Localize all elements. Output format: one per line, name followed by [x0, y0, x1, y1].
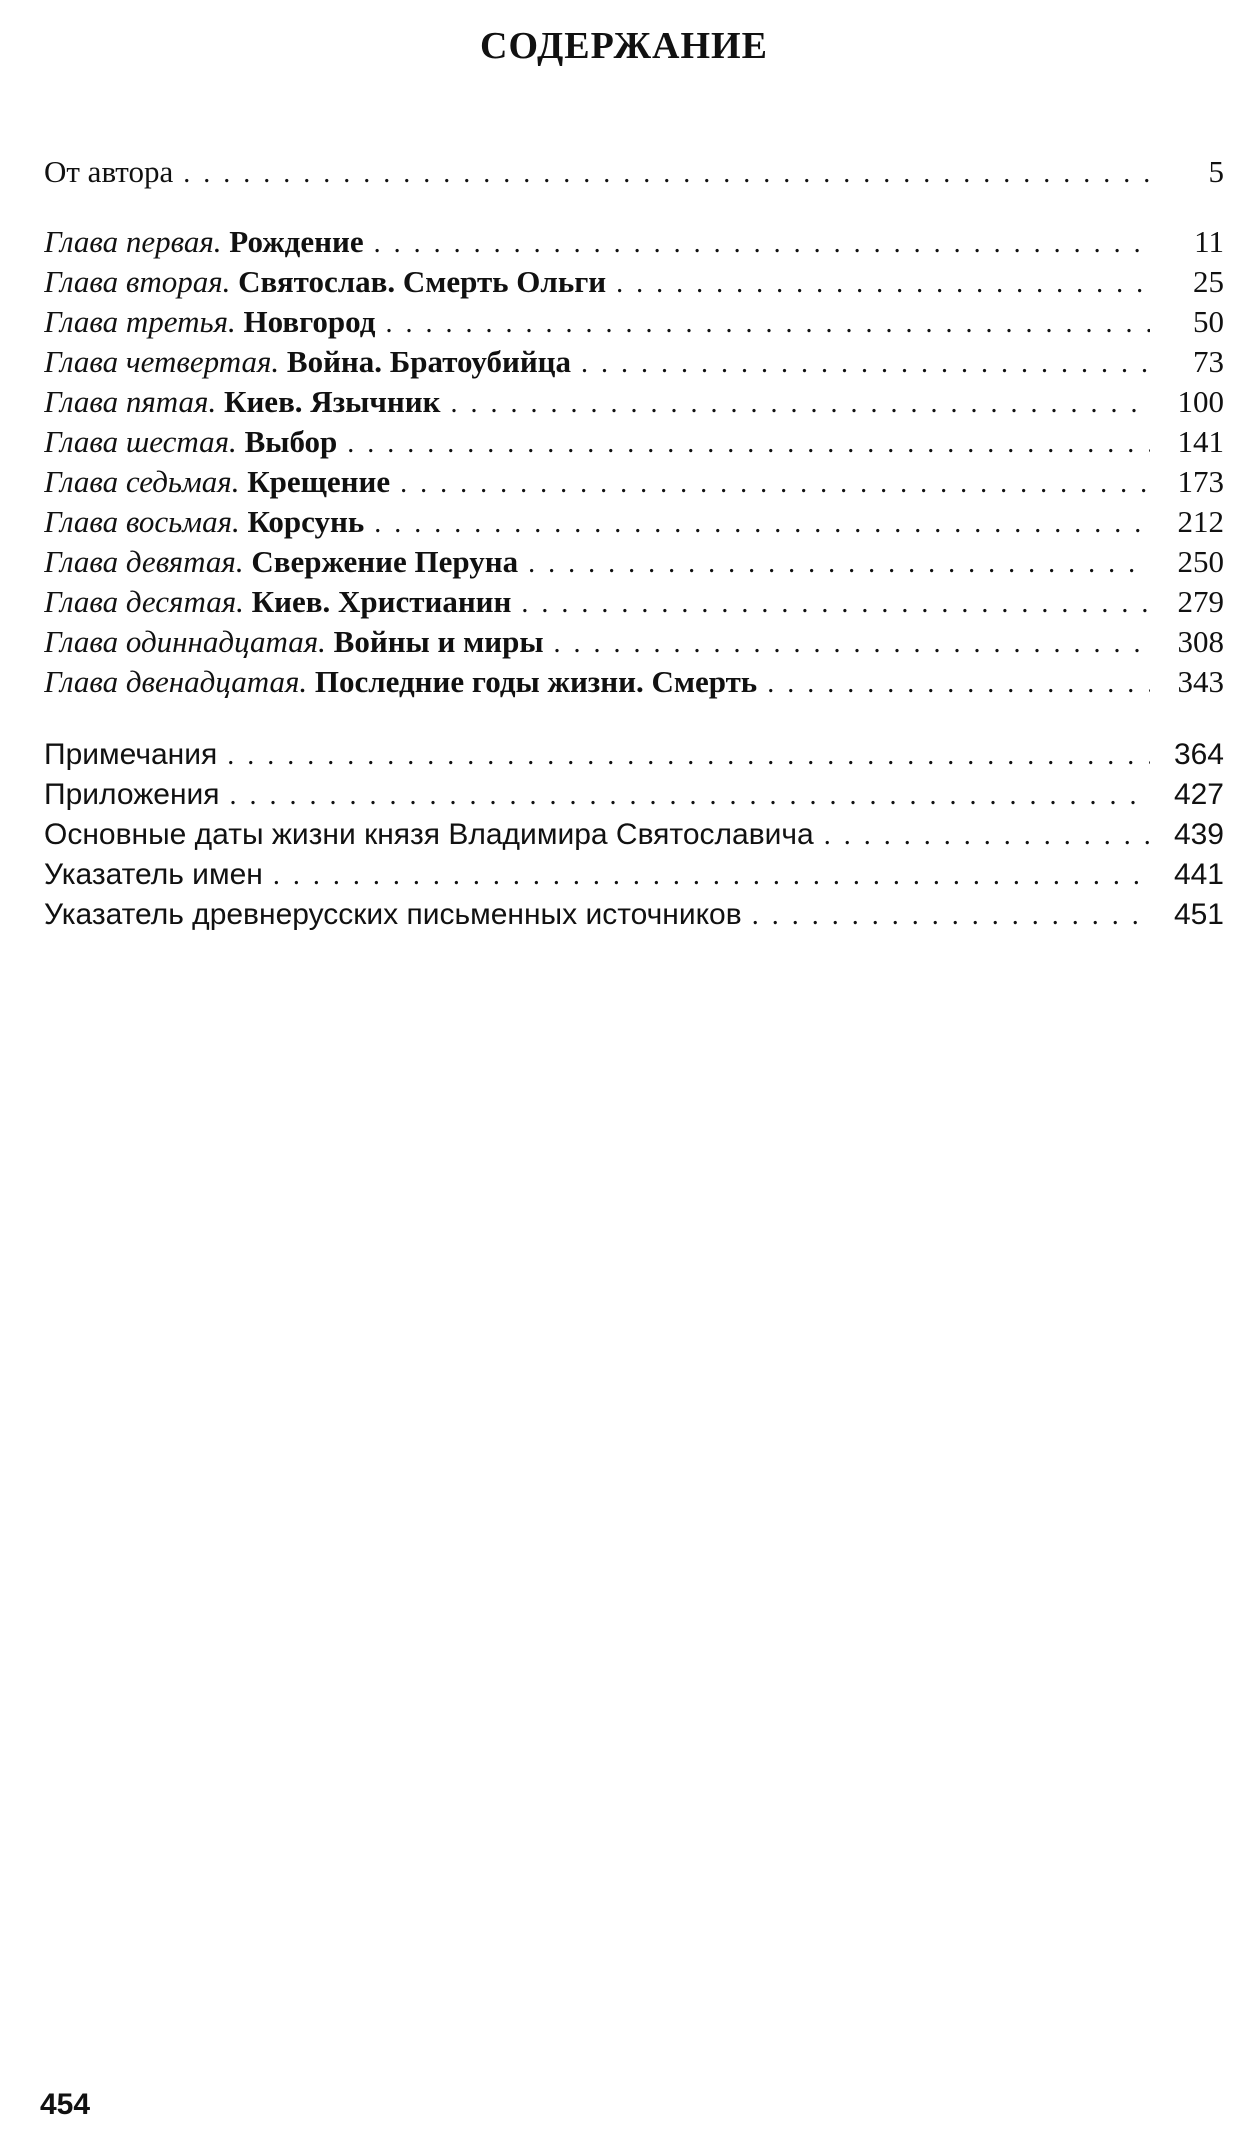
chapter-page: 50: [1193, 304, 1224, 339]
toc-author-section: [44, 152, 1224, 192]
toc-chapter-row: [44, 422, 1224, 462]
toc-chapter-row: [44, 542, 1224, 582]
dot-leader: [752, 896, 1150, 935]
chapter-prefix: Глава первая.: [44, 224, 222, 259]
chapter-page: 73: [1193, 344, 1224, 379]
back-matter-label: Приложения: [44, 778, 220, 811]
chapter-name: Рождение: [229, 224, 364, 259]
chapter-page: 212: [1177, 504, 1224, 539]
toc-chapter-row: [44, 262, 1224, 302]
dot-leader: [616, 264, 1150, 302]
toc-back-row: [44, 815, 1224, 855]
chapter-page: 100: [1177, 384, 1224, 419]
chapter-prefix: Глава пятая.: [44, 384, 217, 419]
chapter-page: 25: [1193, 264, 1224, 299]
dot-leader: [450, 384, 1150, 422]
back-matter-label: Указатель имен: [44, 858, 263, 891]
toc-back-row: [44, 895, 1224, 935]
chapter-prefix: Глава седьмая.: [44, 464, 240, 499]
back-matter-page: 364: [1173, 738, 1224, 771]
chapter-name: Последние годы жизни. Смерть: [314, 664, 758, 699]
back-matter-page: 441: [1173, 858, 1224, 891]
chapter-name: Новгород: [243, 304, 376, 339]
toc-chapter-row: [44, 222, 1224, 262]
toc-chapter-row: [44, 382, 1224, 422]
toc-chapter-row: [44, 582, 1224, 622]
dot-leader: [528, 544, 1150, 582]
chapter-prefix: Глава одиннадцатая.: [44, 624, 326, 659]
chapter-page: 11: [1194, 224, 1224, 259]
toc-chapter-row: [44, 622, 1224, 662]
toc-back-row: [44, 735, 1224, 775]
back-matter-label: Указатель древнерусских письменных источников: [44, 898, 742, 931]
chapter-prefix: Глава десятая.: [44, 584, 244, 619]
chapter-name: Киев. Христианин: [251, 584, 512, 619]
chapter-name: Выбор: [244, 424, 338, 459]
back-matter-page: 451: [1173, 898, 1224, 931]
toc-chapter-row: [44, 462, 1224, 502]
dot-leader: [374, 224, 1150, 262]
toc-back-row: [44, 855, 1224, 895]
toc-chapter-row: [44, 302, 1224, 342]
chapter-prefix: Глава вторая.: [44, 264, 231, 299]
dot-leader: [554, 624, 1150, 662]
chapter-prefix: Глава третья.: [44, 304, 236, 339]
chapter-name: Корсунь: [247, 504, 365, 539]
dot-leader: [227, 736, 1150, 775]
toc-entry-page: 5: [1208, 154, 1224, 189]
back-matter-page: 427: [1173, 778, 1224, 811]
chapter-page: 250: [1177, 544, 1224, 579]
toc-chapters-section: [44, 222, 1224, 702]
back-matter-label: Примечания: [44, 738, 218, 771]
chapter-prefix: Глава двенадцатая.: [44, 664, 308, 699]
toc-back-row: [44, 775, 1224, 815]
dot-leader: [347, 424, 1150, 462]
dot-leader: [521, 584, 1150, 622]
chapter-page: 308: [1177, 624, 1224, 659]
chapter-prefix: Глава шестая.: [44, 424, 237, 459]
toc-entry-author: [44, 152, 1224, 192]
toc-chapter-row: [44, 502, 1224, 542]
chapter-name: Крещение: [247, 464, 391, 499]
chapter-page: 141: [1177, 424, 1224, 459]
chapter-page: 279: [1177, 584, 1224, 619]
chapter-page: 173: [1177, 464, 1224, 499]
chapter-name: Святослав. Смерть Ольги: [238, 264, 607, 299]
chapter-name: Киев. Язычник: [223, 384, 441, 419]
dot-leader: [183, 154, 1150, 192]
dot-leader: [374, 504, 1150, 542]
dot-leader: [767, 664, 1150, 702]
back-matter-page: 439: [1173, 818, 1224, 851]
dot-leader: [400, 464, 1150, 502]
chapter-name: Свержение Перуна: [251, 544, 519, 579]
chapter-prefix: Глава восьмая.: [44, 504, 240, 539]
page-number: 454: [40, 2088, 91, 2121]
toc-chapter-row: [44, 342, 1224, 382]
toc-entry-label: От автора: [44, 154, 174, 189]
back-matter-label: Основные даты жизни князя Владимира Святославича: [44, 818, 814, 851]
toc-chapter-row: [44, 662, 1224, 702]
dot-leader: [273, 856, 1150, 895]
toc-back-matter-section: [44, 735, 1224, 935]
dot-leader: [581, 344, 1150, 382]
chapter-page: 343: [1177, 664, 1224, 699]
chapter-name: Война. Братоубийца: [286, 344, 572, 379]
chapter-prefix: Глава девятая.: [44, 544, 244, 579]
dot-leader: [824, 816, 1150, 855]
chapter-prefix: Глава четвертая.: [44, 344, 280, 379]
dot-leader: [230, 776, 1150, 815]
dot-leader: [385, 304, 1150, 342]
page-title: СОДЕРЖАНИЕ: [480, 25, 768, 67]
chapter-name: Войны и миры: [333, 624, 544, 659]
